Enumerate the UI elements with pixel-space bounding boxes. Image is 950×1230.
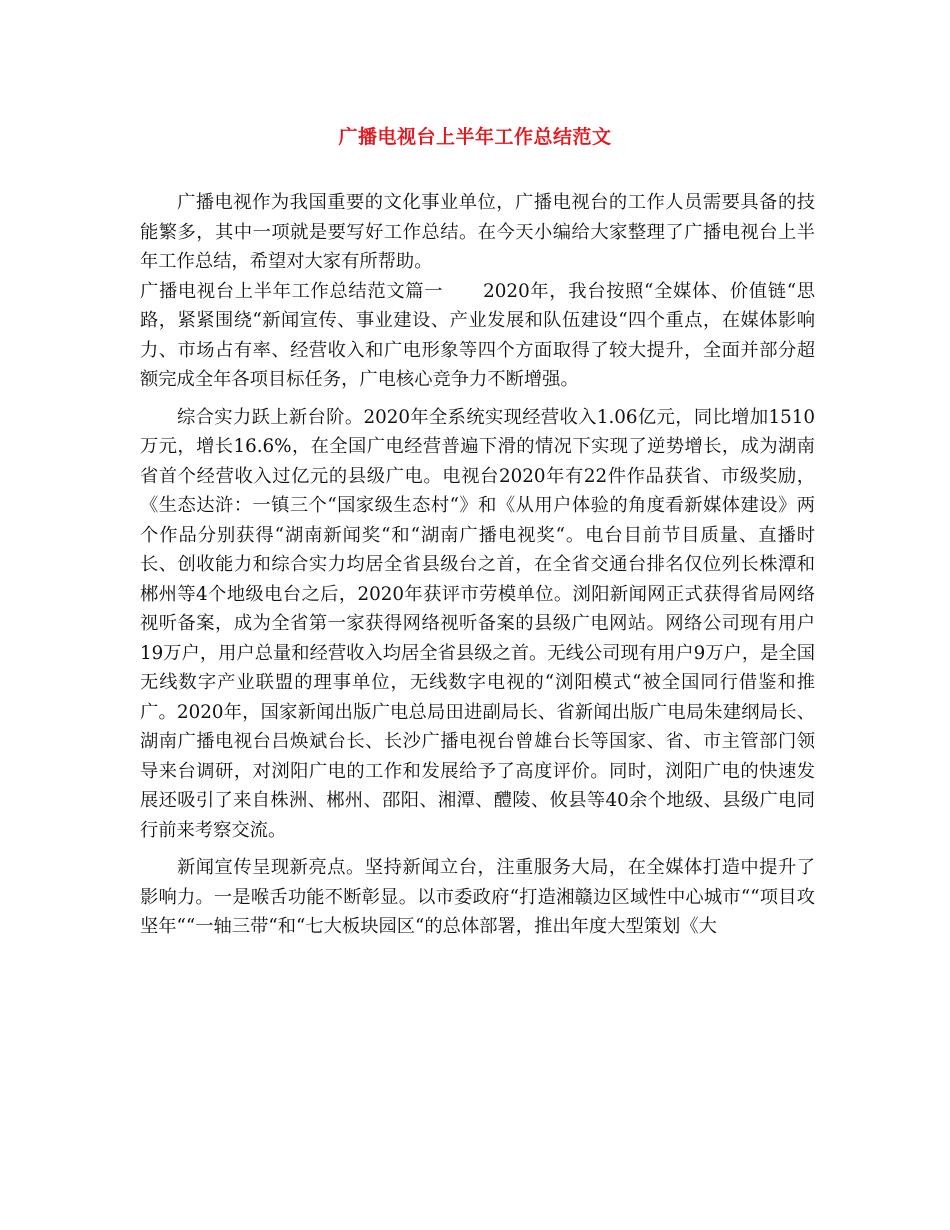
section-paragraph <box>140 277 815 395</box>
body-paragraph-3: 新闻宣传呈现新亮点。坚持新闻立台，注重服务大局，在全媒体打造中提升了影响力。一是喉舌功能不断彰显。以市委政府“打造湘赣边区域性中心城市““项目攻坚年““一轴三带“和“七大板块园区“的总体部署，推出年度大型策划《大 <box>140 857 815 937</box>
document-title: 广播电视台上半年工作总结范文 <box>338 126 612 148</box>
section-text: 2020年，我台按照“全媒体、价值链“思路，紧紧围绕“新闻宣传、事业建设、产业发展和队伍建设“四个重点，在媒体影响力、市场占有率、经营收入和广电形象等四个方面取得了较大提升，全面并部分超额完成全年各项目标任务，广电核心竞争力不断增强。 <box>140 280 815 390</box>
section-heading: 广播电视台上半年工作总结范文篇一 <box>140 280 444 302</box>
body-paragraph-2: 综合实力跃上新台阶。2020年全系统实现经营收入1.06亿元，同比增加1510万元，增长16.6%，在全国广电经营普遍下滑的情况下实现了逆势增长，成为湖南省首个经营收入过亿元的县级广电。电视台2020年有22件作品获省、市级奖励，《生态达浒：一镇三个“国家级生态村“》和《从用户体验的角度看新媒体建设》两个作品分别获得“湖南新闻奖“和“湖南广播电视奖“。电台目前节目质量、直播时长、创收能力和综合实力均居全省县级台之首，在全省交通台排名仅位列长株潭和郴州等4个地级电台之后，2020年获评市劳模单位。浏阳新闻网正式获得省局网络视听备案，成为全省第一家获得网络视听备案的县级广电网站。网络公司现有用户19万户，用户总量和经营收入均居全省县级之首。无线公司现有用户9万户，是全国无线数字产业联盟的理事单位，无线数字电视的“浏阳模式“被全国同行借鉴和推广。2020年，国家新闻出版广电总局田进副局长、省新闻出版广电局朱建纲局长、湖南广播电视台吕焕斌台长、长沙广播电视台曾雄台长等国家、省、市主管部门领导来台调研，对浏阳广电的工作和发展给予了高度评价。同时，浏阳广电的快速发展还吸引了来自株洲、郴州、邵阳、湘潭、醴陵、攸县等40余个地级、县级广电同行前来考察交流。 <box>140 406 815 841</box>
intro-paragraph: 广播电视作为我国重要的文化事业单位，广播电视台的工作人员需要具备的技能繁多，其中一项就是要写好工作总结。在今天小编给大家整理了广播电视台上半年工作总结，希望对大家有所帮助。 <box>140 192 815 272</box>
document-body <box>140 188 815 942</box>
